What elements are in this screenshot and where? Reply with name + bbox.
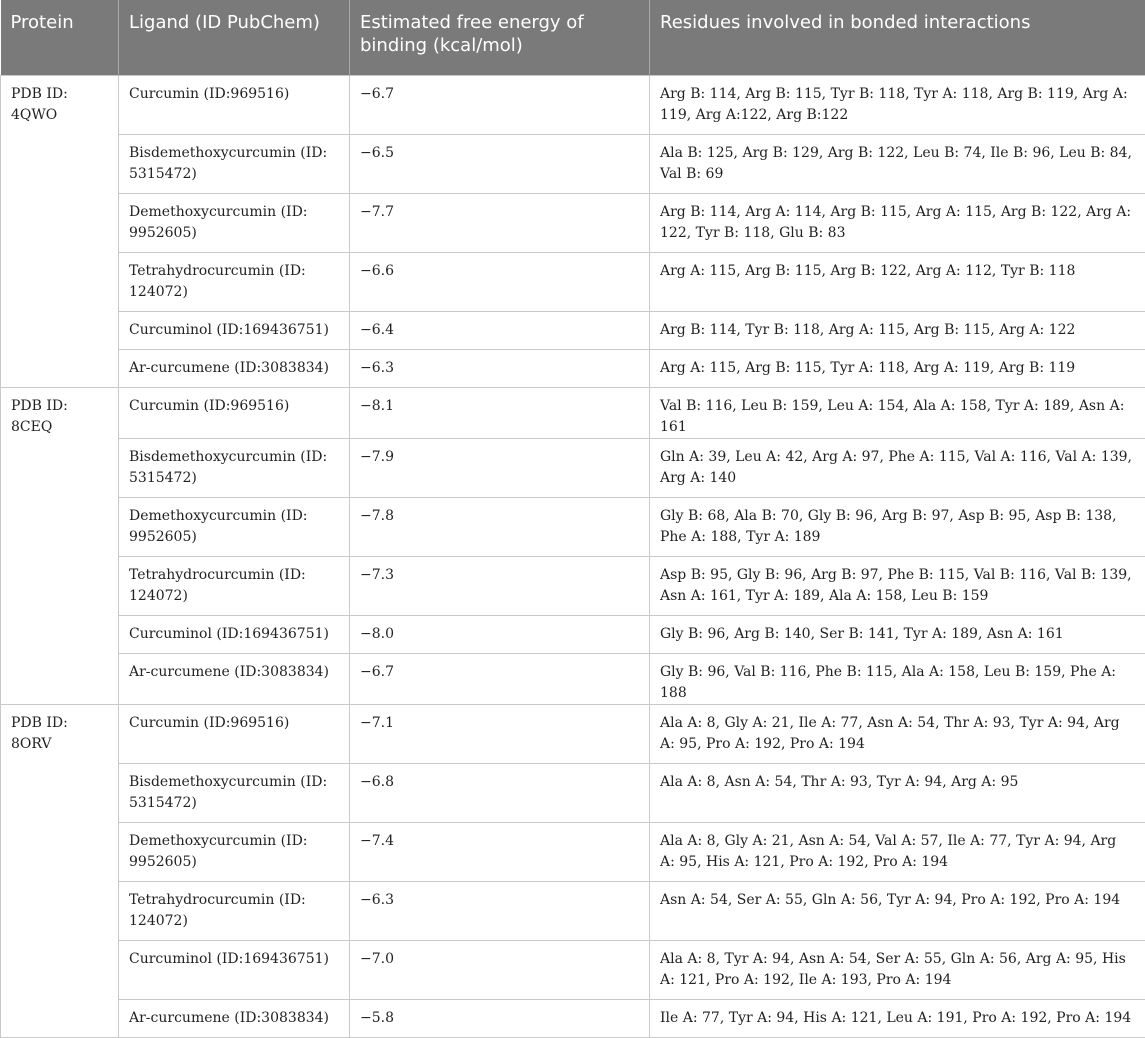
energy-cell: −8.0	[350, 615, 650, 653]
table-row	[1, 349, 1145, 387]
residues-cell: Ala A: 8, Tyr A: 94, Asn A: 54, Ser A: 55, Gln A: 56, Arg A: 95, His A: 121, Pro A: 192, Ile A: 193, Pro A: 194	[650, 940, 1145, 999]
residues-cell: Val B: 116, Leu B: 159, Leu A: 154, Ala A: 158, Tyr A: 189, Asn A: 161	[650, 387, 1145, 438]
ligand-cell: Bisdemethoxycurcumin (ID: 5315472)	[119, 763, 350, 822]
header-row	[1, 0, 1145, 75]
table-row	[1, 999, 1145, 1037]
ligand-cell: Bisdemethoxycurcumin (ID: 5315472)	[119, 438, 350, 497]
energy-cell: −6.8	[350, 763, 650, 822]
table-row	[1, 615, 1145, 653]
ligand-cell: Curcumin (ID:969516)	[119, 704, 350, 763]
header-protein: Protein	[1, 0, 119, 75]
energy-cell: −7.3	[350, 556, 650, 615]
residues-cell: Arg B: 114, Tyr B: 118, Arg A: 115, Arg B: 115, Arg A: 122	[650, 311, 1145, 349]
energy-cell: −7.9	[350, 438, 650, 497]
table-row	[1, 387, 1145, 438]
table-row	[1, 134, 1145, 193]
energy-cell: −6.5	[350, 134, 650, 193]
ligand-cell: Demethoxycurcumin (ID: 9952605)	[119, 193, 350, 252]
protein-cell: PDB ID: 8ORV	[1, 704, 119, 1037]
residues-cell: Ile A: 77, Tyr A: 94, His A: 121, Leu A: 191, Pro A: 192, Pro A: 194	[650, 999, 1145, 1037]
table-row	[1, 881, 1145, 940]
residues-cell: Arg A: 115, Arg B: 115, Tyr A: 118, Arg A: 119, Arg B: 119	[650, 349, 1145, 387]
table-row	[1, 252, 1145, 311]
energy-cell: −6.7	[350, 75, 650, 134]
energy-cell: −8.1	[350, 387, 650, 438]
energy-cell: −6.3	[350, 881, 650, 940]
residues-cell: Gly B: 68, Ala B: 70, Gly B: 96, Arg B: 97, Asp B: 95, Asp B: 138, Phe A: 188, Tyr A: 189	[650, 497, 1145, 556]
residues-cell: Ala A: 8, Gly A: 21, Ile A: 77, Asn A: 54, Thr A: 93, Tyr A: 94, Arg A: 95, Pro A: 192, Pro A: 194	[650, 704, 1145, 763]
ligand-cell: Ar-curcumene (ID:3083834)	[119, 349, 350, 387]
table-row	[1, 940, 1145, 999]
ligand-cell: Curcuminol (ID:169436751)	[119, 940, 350, 999]
table-row	[1, 556, 1145, 615]
header-residues: Residues involved in bonded interactions	[650, 0, 1145, 75]
ligand-cell: Curcumin (ID:969516)	[119, 387, 350, 438]
ligand-cell: Curcumin (ID:969516)	[119, 75, 350, 134]
ligand-cell: Curcuminol (ID:169436751)	[119, 311, 350, 349]
ligand-cell: Tetrahydrocurcumin (ID: 124072)	[119, 252, 350, 311]
residues-cell: Arg B: 114, Arg A: 114, Arg B: 115, Arg A: 115, Arg B: 122, Arg A: 122, Tyr B: 118, Glu B: 83	[650, 193, 1145, 252]
table-row	[1, 438, 1145, 497]
table-row	[1, 763, 1145, 822]
energy-cell: −7.8	[350, 497, 650, 556]
table-row	[1, 704, 1145, 763]
ligand-cell: Ar-curcumene (ID:3083834)	[119, 653, 350, 704]
residues-cell: Gln A: 39, Leu A: 42, Arg A: 97, Phe A: 115, Val A: 116, Val A: 139, Arg A: 140	[650, 438, 1145, 497]
energy-cell: −5.8	[350, 999, 650, 1037]
table-header	[1, 0, 1145, 75]
protein-cell: PDB ID: 4QWO	[1, 75, 119, 387]
energy-cell: −7.1	[350, 704, 650, 763]
residues-cell: Gly B: 96, Val B: 116, Phe B: 115, Ala A: 158, Leu B: 159, Phe A: 188	[650, 653, 1145, 704]
table-body	[1, 75, 1145, 1037]
energy-cell: −7.7	[350, 193, 650, 252]
table-row	[1, 822, 1145, 881]
ligand-cell: Curcuminol (ID:169436751)	[119, 615, 350, 653]
residues-cell: Asn A: 54, Ser A: 55, Gln A: 56, Tyr A: 94, Pro A: 192, Pro A: 194	[650, 881, 1145, 940]
header-energy: Estimated free energy of binding (kcal/mol)	[350, 0, 650, 75]
ligand-cell: Demethoxycurcumin (ID: 9952605)	[119, 497, 350, 556]
table-row	[1, 193, 1145, 252]
protein-cell: PDB ID: 8CEQ	[1, 387, 119, 704]
residues-cell: Gly B: 96, Arg B: 140, Ser B: 141, Tyr A: 189, Asn A: 161	[650, 615, 1145, 653]
energy-cell: −6.6	[350, 252, 650, 311]
residues-cell: Ala B: 125, Arg B: 129, Arg B: 122, Leu B: 74, Ile B: 96, Leu B: 84, Val B: 69	[650, 134, 1145, 193]
header-ligand: Ligand (ID PubChem)	[119, 0, 350, 75]
residues-cell: Asp B: 95, Gly B: 96, Arg B: 97, Phe B: 115, Val B: 116, Val B: 139, Asn A: 161, Tyr A: 189, Ala A: 158, Leu B: 159	[650, 556, 1145, 615]
residues-cell: Ala A: 8, Asn A: 54, Thr A: 93, Tyr A: 94, Arg A: 95	[650, 763, 1145, 822]
ligand-cell: Demethoxycurcumin (ID: 9952605)	[119, 822, 350, 881]
ligand-cell: Tetrahydrocurcumin (ID: 124072)	[119, 556, 350, 615]
energy-cell: −6.4	[350, 311, 650, 349]
energy-cell: −7.0	[350, 940, 650, 999]
ligand-cell: Ar-curcumene (ID:3083834)	[119, 999, 350, 1037]
energy-cell: −7.4	[350, 822, 650, 881]
residues-cell: Ala A: 8, Gly A: 21, Asn A: 54, Val A: 57, Ile A: 77, Tyr A: 94, Arg A: 95, His A: 121, Pro A: 192, Pro A: 194	[650, 822, 1145, 881]
residues-cell: Arg B: 114, Arg B: 115, Tyr B: 118, Tyr A: 118, Arg B: 119, Arg A: 119, Arg A:122, Arg B:122	[650, 75, 1145, 134]
ligand-cell: Bisdemethoxycurcumin (ID: 5315472)	[119, 134, 350, 193]
table-row	[1, 497, 1145, 556]
energy-cell: −6.7	[350, 653, 650, 704]
table-row	[1, 311, 1145, 349]
residues-cell: Arg A: 115, Arg B: 115, Arg B: 122, Arg A: 112, Tyr B: 118	[650, 252, 1145, 311]
ligand-cell: Tetrahydrocurcumin (ID: 124072)	[119, 881, 350, 940]
table-row	[1, 653, 1145, 704]
energy-cell: −6.3	[350, 349, 650, 387]
table-row	[1, 75, 1145, 134]
